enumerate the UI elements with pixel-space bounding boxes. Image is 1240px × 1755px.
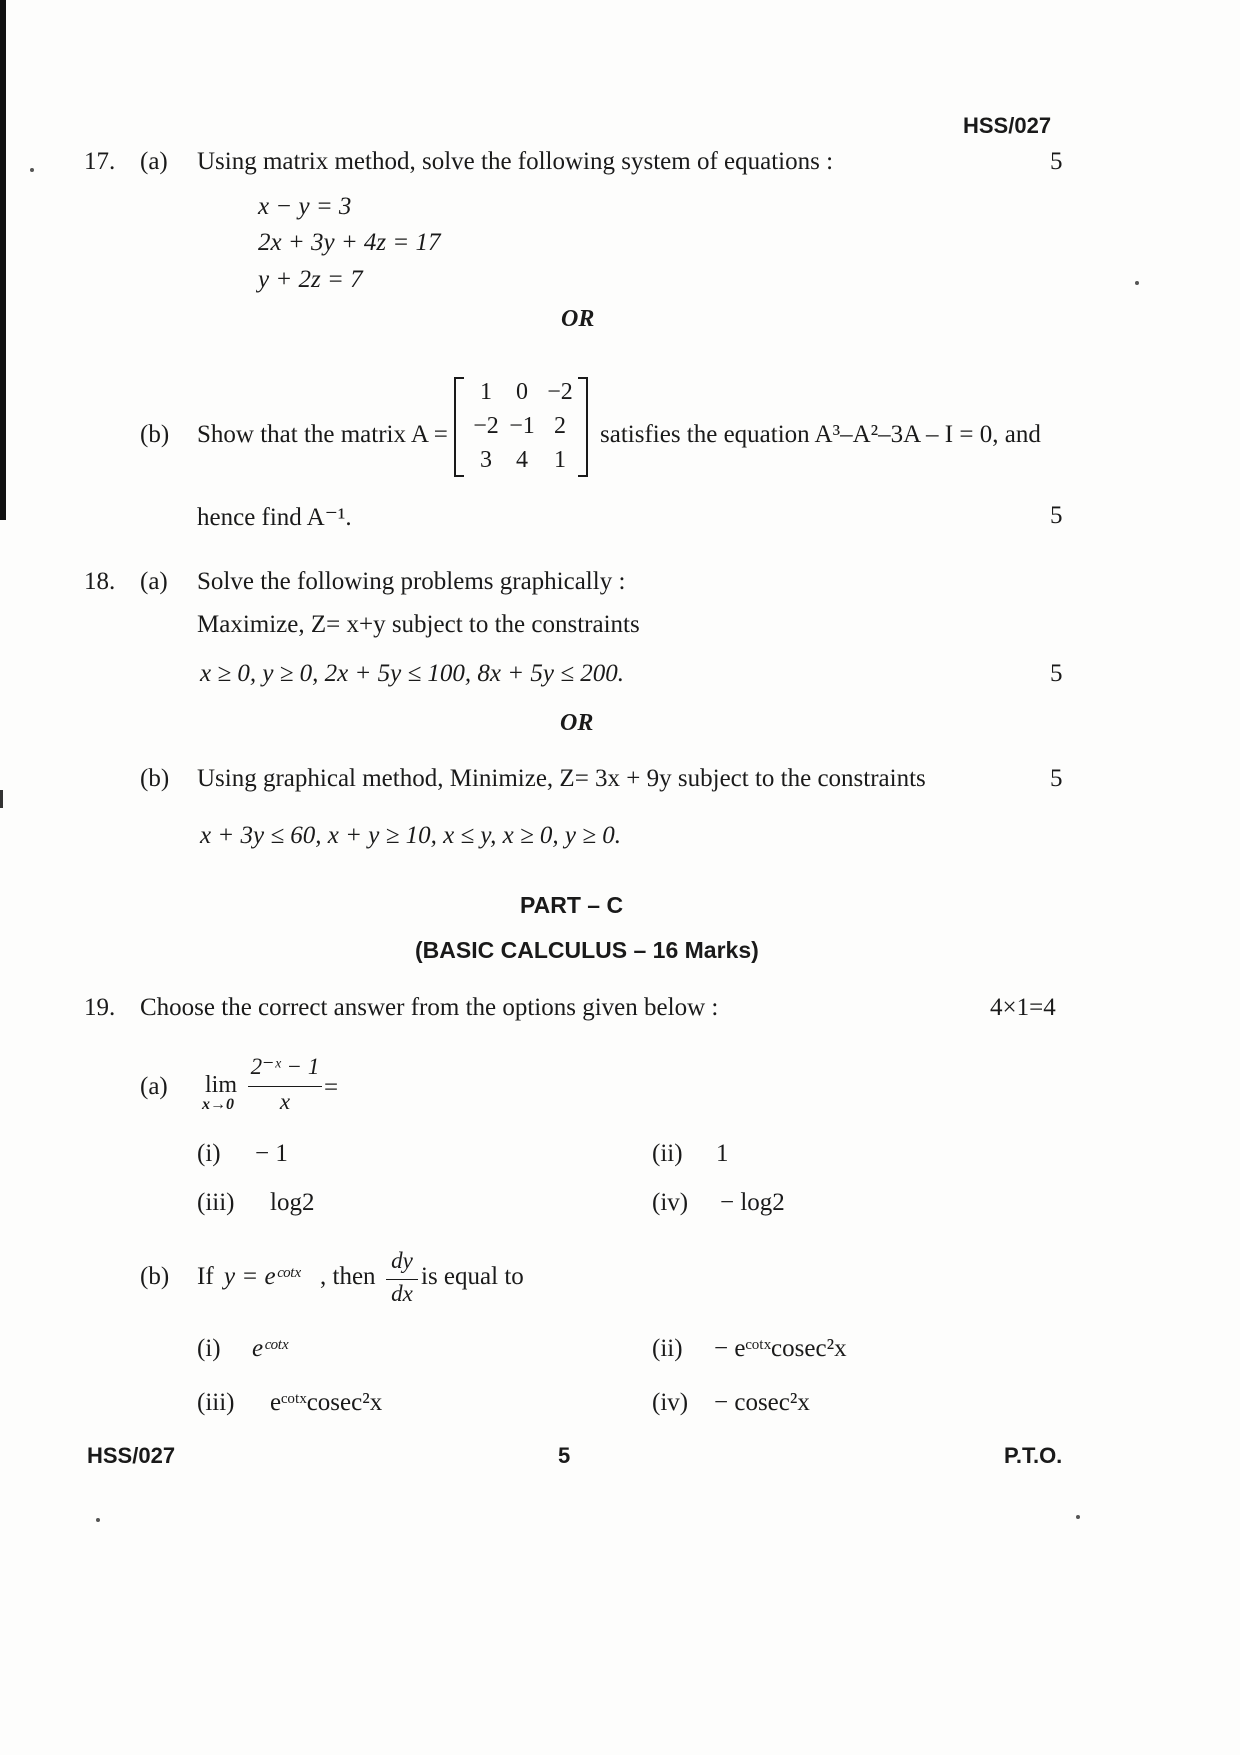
matrix-cell: 1 [554,447,566,473]
q19a-option-value: − 1 [255,1140,288,1167]
footer-paper-code: HSS/027 [87,1443,176,1468]
q19b-dx: dx [391,1281,413,1306]
q19a-fraction-bar [248,1086,322,1087]
q17a-equation-1: x − y = 3 [258,193,352,220]
q18b-constraints: x + 3y ≤ 60, x + y ≥ 10, x ≤ y, x ≥ 0, y ≥ 0. [200,822,621,849]
q19a-fraction [248,1054,322,1116]
q17-or: OR [561,306,595,332]
matrix-cell: 0 [516,379,528,405]
scan-edge-mark [0,790,3,808]
q19a-lim: lim [205,1072,238,1098]
q19a-option-label: (i) [197,1140,221,1167]
q19a-denominator: x [279,1089,291,1114]
q19b-option-label: (i) [197,1335,221,1362]
q19b-option-label: (iv) [652,1389,689,1416]
footer-pto: P.T.O. [1004,1443,1063,1468]
q19b-option-value: − cosec²x [714,1389,810,1416]
matrix-cell: 2 [554,413,566,439]
q19-marks: 4×1=4 [990,994,1056,1021]
q19b-option-value: eᶜᵒᵗˣcosec²x [270,1389,383,1416]
q19b-option-value: eᶜᵒᵗˣ [252,1335,289,1362]
q18b-text: Using graphical method, Minimize, Z= 3x + 9y subject to the constraints [197,765,926,792]
q18b-label: (b) [140,765,170,792]
q19b-option-label: (iii) [197,1389,235,1416]
q19a-equals: = [324,1074,339,1101]
q19b-y-expression: y = eᶜᵒᵗˣ [224,1263,301,1290]
q17b-label: (b) [140,421,170,448]
matrix-cell: −2 [473,413,499,439]
matrix-a [454,377,588,477]
q18a-constraints: x ≥ 0, y ≥ 0, 2x + 5y ≤ 100, 8x + 5y ≤ 200. [200,660,624,687]
scan-speck [96,1518,100,1522]
part-c-title: PART – C [520,892,624,918]
q19b-suffix: is equal to [421,1263,524,1290]
q17b-suffix: satisfies the equation A³–A²–3A – I = 0, and [600,421,1041,448]
q19-text: Choose the correct answer from the options given below : [140,994,719,1021]
q18a-text: Solve the following problems graphically : [197,568,626,595]
q19b-mid: , then [320,1263,376,1290]
q19a-label: (a) [140,1073,168,1100]
matrix-left-bracket [454,377,464,477]
q17-number: 17. [84,148,116,175]
matrix-cell: −2 [547,379,573,405]
q19b-option-label: (ii) [652,1335,683,1362]
matrix-cell: 3 [480,447,492,473]
scan-speck [30,168,34,172]
q18-number: 18. [84,568,116,595]
q17b-prefix: Show that the matrix A = [197,421,448,448]
q18-or: OR [560,710,594,736]
footer-page-number: 5 [558,1443,571,1468]
q19b-option-value: − eᶜᵒᵗˣcosec²x [714,1335,847,1362]
q19a-option-value: 1 [716,1140,729,1167]
scan-speck [1076,1515,1080,1519]
q17a-equation-3: y + 2z = 7 [258,266,363,293]
q19a-option-label: (ii) [652,1140,683,1167]
q18b-marks: 5 [1050,765,1063,792]
q17a-text: Using matrix method, solve the following system of equations : [197,148,834,175]
q19a-option-label: (iv) [652,1189,689,1216]
q18a-marks: 5 [1050,660,1063,687]
matrix-cell: 1 [480,379,492,405]
matrix-cell: −1 [509,413,535,439]
scan-edge-shadow [0,0,6,520]
q17a-marks: 5 [1050,148,1063,175]
header-paper-code: HSS/027 [963,113,1052,138]
q19-number: 19. [84,994,116,1021]
q17b-line2: hence find A⁻¹. [197,504,352,531]
q19a-option-label: (iii) [197,1189,235,1216]
q19a-numerator: 2⁻ˣ − 1 [250,1054,320,1079]
q17a-label: (a) [140,148,168,175]
scan-speck [1135,281,1139,285]
q19b-derivative [386,1248,418,1310]
q19b-dy: dy [391,1248,413,1273]
q17b-marks: 5 [1050,502,1063,529]
q18a-line2: Maximize, Z= x+y subject to the constraints [197,611,640,638]
q19b-prefix: If [197,1263,214,1290]
q19a-option-value: log2 [270,1189,315,1216]
q19b-label: (b) [140,1263,170,1290]
matrix-cell: 4 [516,447,528,473]
q19a-option-value: − log2 [720,1189,785,1216]
q19a-lim-sub: x→0 [202,1096,234,1113]
q18a-label: (a) [140,568,168,595]
q19b-fraction-bar [386,1279,418,1280]
q17a-equation-2: 2x + 3y + 4z = 17 [258,229,441,256]
part-c-subtitle: (BASIC CALCULUS – 16 Marks) [415,937,759,963]
